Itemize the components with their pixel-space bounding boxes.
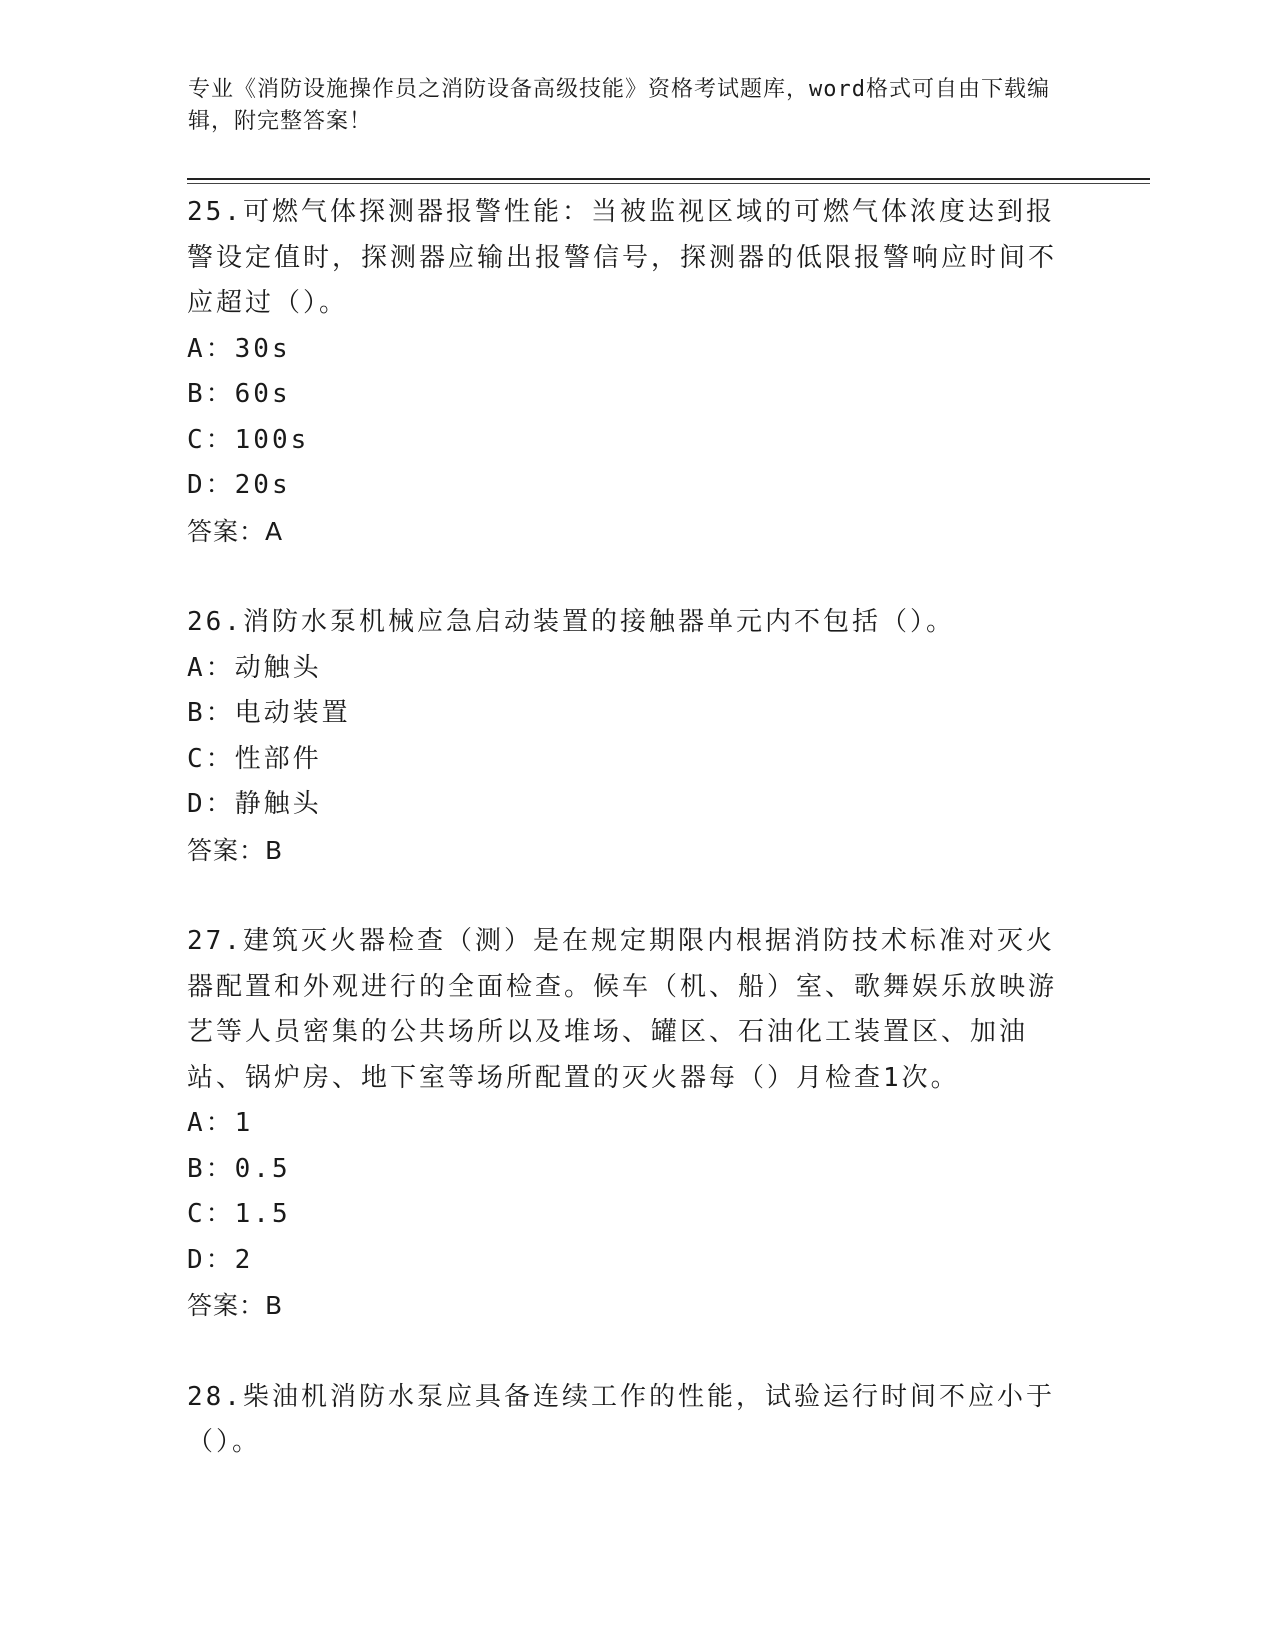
question-text: 25.可燃气体探测器报警性能：当被监视区域的可燃气体浓度达到报警设定值时，探测器应输出报警信号，探测器的低限报警响应时间不应超过（）。 (187, 197, 1058, 318)
option-c: C：100s (187, 424, 310, 455)
header-rule-thin (187, 183, 1150, 184)
spacer (187, 554, 1067, 600)
spacer (187, 1329, 1067, 1375)
option-d: D：20s (187, 470, 291, 500)
document-header (188, 74, 1068, 138)
question-26 (187, 600, 1067, 873)
option-b: B：0.5 (187, 1153, 291, 1184)
question-27 (187, 919, 1067, 1329)
option-a: A：动触头 (187, 652, 322, 683)
option-a: A：1 (187, 1108, 254, 1138)
option-a: A：30s (187, 333, 291, 364)
spacer (187, 873, 1067, 919)
option-c: C：1.5 (187, 1199, 291, 1229)
answer: 答案：B (187, 1291, 284, 1320)
header-rule-thick (187, 178, 1150, 180)
question-list (187, 190, 1067, 1466)
question-text: 26.消防水泵机械应急启动装置的接触器单元内不包括（）。 (187, 607, 955, 637)
option-c: C：性部件 (187, 743, 322, 774)
option-d: D：静触头 (187, 789, 322, 819)
question-text: 28.柴油机消防水泵应具备连续工作的性能，试验运行时间不应小于（）。 (187, 1381, 1055, 1457)
question-25 (187, 190, 1067, 554)
question-28 (187, 1375, 1067, 1466)
header-text: 专业《消防设施操作员之消防设备高级技能》资格考试题库，word格式可自由下载编辑，附完整答案！ (188, 77, 1050, 134)
answer: 答案：A (187, 516, 284, 546)
option-b: B：60s (187, 379, 291, 409)
option-d: D：2 (187, 1244, 254, 1275)
option-b: B：电动装置 (187, 698, 351, 728)
question-text: 27.建筑灭火器检查（测）是在规定期限内根据消防技术标准对灭火器配置和外观进行的全面检查。候车（机、船）室、歌舞娱乐放映游艺等人员密集的公共场所以及堆场、罐区、石油化工装置区、加油站、锅炉房、地下室等场所配置的灭火器每（）月检查1次。 (187, 926, 1058, 1093)
answer: 答案：B (187, 835, 284, 865)
